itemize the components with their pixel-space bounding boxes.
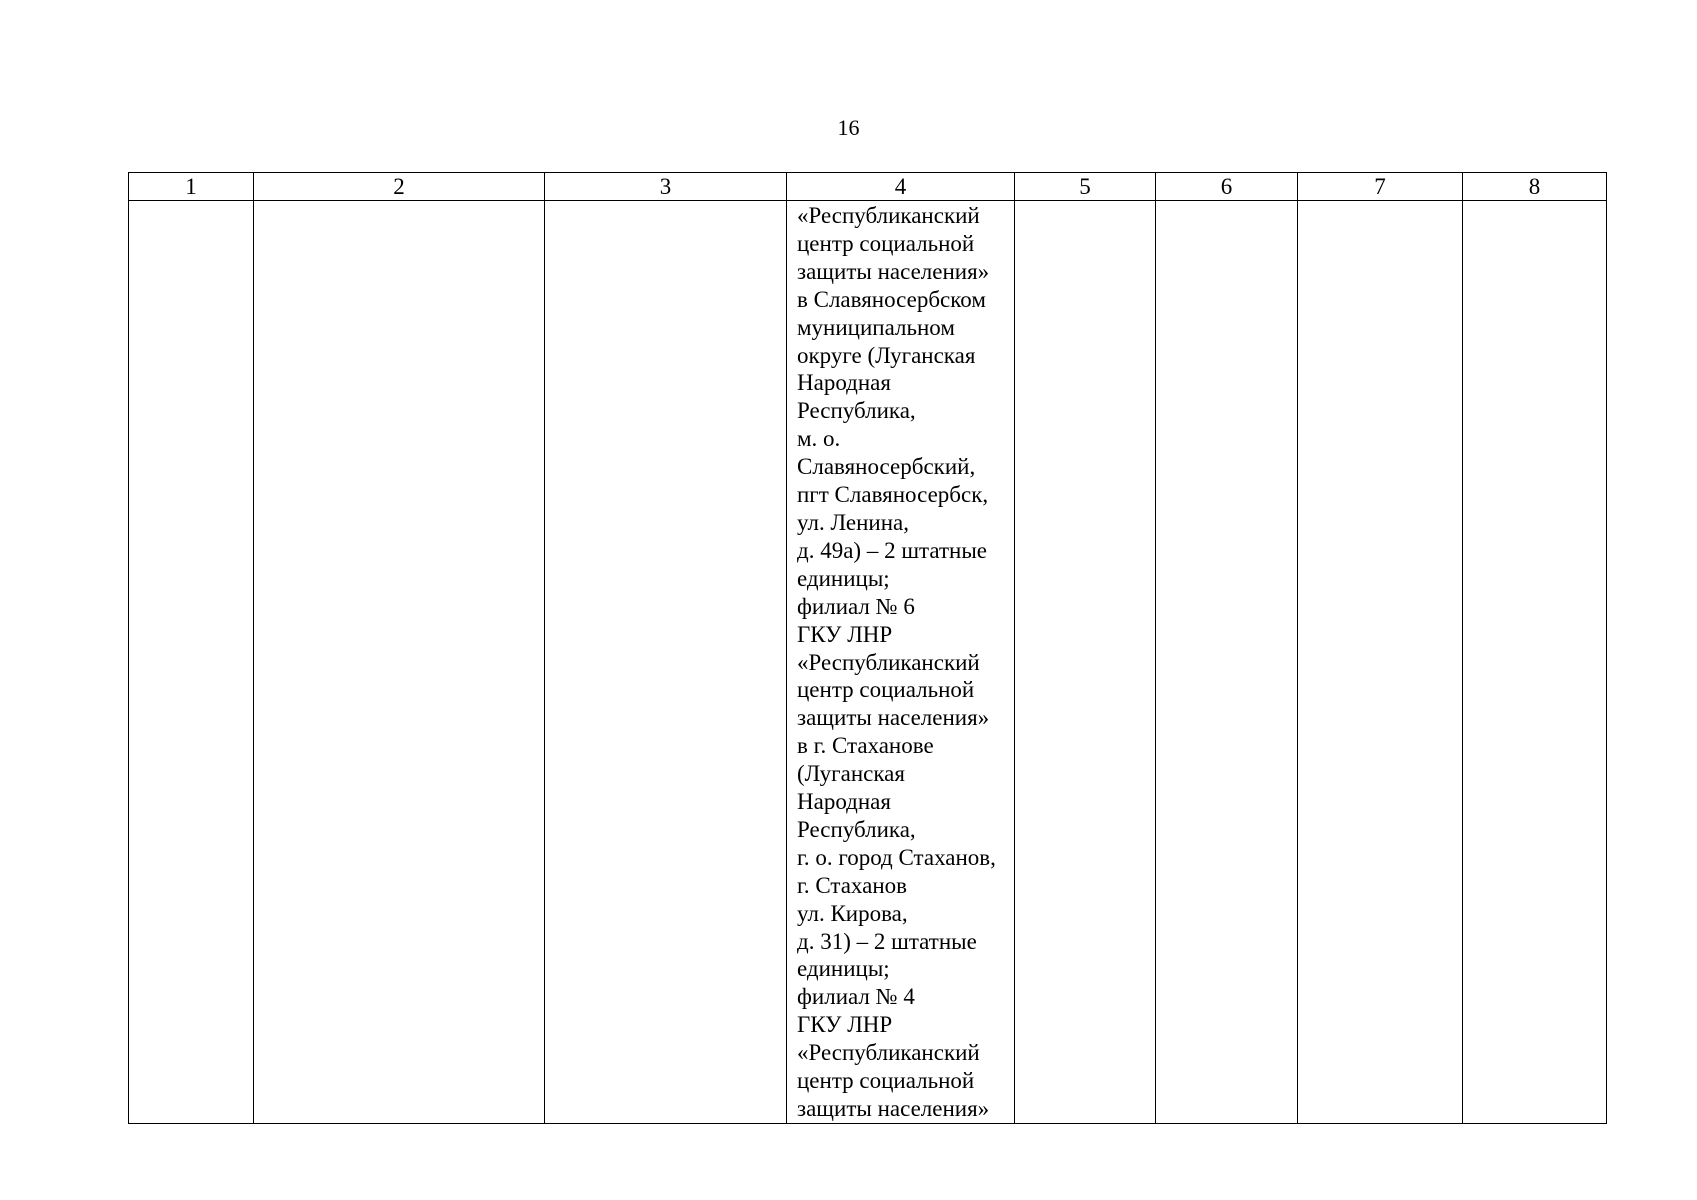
cell-text-line: муниципальном xyxy=(797,314,955,340)
column-header: 7 xyxy=(1298,173,1463,201)
cell-text-line: Народная xyxy=(797,370,891,396)
table-cell xyxy=(1463,201,1607,1124)
cell-text-line: ГКУ ЛНР xyxy=(797,621,893,647)
document-table xyxy=(128,172,1607,1124)
cell-text-line: защиты населения» xyxy=(797,705,990,731)
page-number: 16 xyxy=(837,115,860,140)
cell-text-line: в Славяносербском xyxy=(797,286,986,312)
column-header: 4 xyxy=(787,173,1015,201)
cell-text-line: Республика, xyxy=(797,398,916,424)
column-header: 2 xyxy=(254,173,545,201)
cell-text-line: «Республиканский xyxy=(797,203,980,228)
cell-text-line: единицы; xyxy=(797,956,890,982)
table-cell xyxy=(545,201,787,1124)
cell-text-line: Народная xyxy=(797,789,891,815)
cell-text-line: ГКУ ЛНР xyxy=(797,1012,893,1038)
cell-text-line: «Республиканский xyxy=(797,1040,980,1066)
cell-text-line: д. 31) – 2 штатные xyxy=(797,928,977,954)
table-header-row xyxy=(129,173,1607,201)
table-cell xyxy=(787,201,1015,1124)
table-cell xyxy=(1156,201,1298,1124)
cell-text-line: защиты населения» xyxy=(797,258,990,284)
table-cell xyxy=(129,201,254,1124)
column-header: 5 xyxy=(1015,173,1156,201)
cell-text-line: г. о. город Стаханов, xyxy=(797,844,996,870)
cell-text-line: в г. Стаханове xyxy=(797,733,934,759)
column-header: 6 xyxy=(1156,173,1298,201)
table-cell xyxy=(1298,201,1463,1124)
cell-text-line: центр социальной xyxy=(797,230,975,256)
cell-text-line: Славяносербский, xyxy=(797,454,976,480)
table-cell xyxy=(254,201,545,1124)
cell-text-line: округе (Луганская xyxy=(797,342,976,368)
cell-text-line: г. Стаханов xyxy=(797,872,907,898)
cell-text-line: филиал № 4 xyxy=(797,984,915,1010)
cell-text-line: «Республиканский xyxy=(797,649,980,675)
table-cell xyxy=(1015,201,1156,1124)
table-row xyxy=(129,201,1607,1124)
cell-text-line: филиал № 6 xyxy=(797,593,915,619)
cell-text-line: центр социальной xyxy=(797,1068,975,1094)
column-header: 3 xyxy=(545,173,787,201)
cell-text-line: ул. Ленина, xyxy=(797,509,910,535)
cell-text-line: единицы; xyxy=(797,565,890,591)
cell-text-line: м. о. xyxy=(797,426,841,452)
cell-text-line: защиты населения» xyxy=(797,1096,990,1121)
cell-text-line: Республика, xyxy=(797,816,916,842)
cell-text-line: пгт Славяносербск, xyxy=(797,482,989,508)
cell-text-line: д. 49а) – 2 штатные xyxy=(797,537,987,563)
column-header: 8 xyxy=(1463,173,1607,201)
cell-text-line: ул. Кирова, xyxy=(797,900,908,926)
column-header: 1 xyxy=(129,173,254,201)
cell-text-line: центр социальной xyxy=(797,677,975,703)
cell-text-line: (Луганская xyxy=(797,761,905,787)
